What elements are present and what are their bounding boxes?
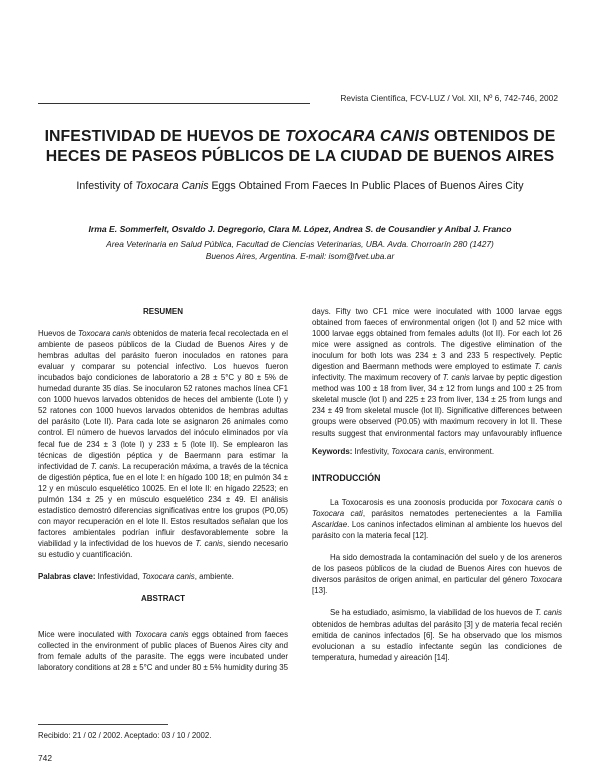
received-dates: Recibido: 21 / 02 / 2002. Aceptado: 03 / 10 / 2002. (38, 731, 212, 740)
author-list: Irma E. Sommerfelt, Osvaldo J. Degregorio, Clara M. López, Andrea S. de Cousandier y Aníbal J. Franco (88, 224, 512, 234)
affiliation (60, 238, 540, 262)
palabras-clave: Palabras clave: Infestividad, Toxocara canis, ambiente. (38, 572, 234, 582)
abstract-text: Mice were inoculated with Toxocara canis eggs obtained from faeces collected in the environment of public places of Buenos Aires city and from female adults of the parasite. The eggs were incubated under laboratory conditions at 28 ± 5°C and under 80 ± 5% humidity during 35 (38, 630, 288, 673)
title-text-cont: OBTENIDOS DE HECES DE PASEOS PÚBLICOS DE LA CIUDAD DE BUENOS AIRES (45, 128, 556, 165)
abstract-text-right (312, 306, 562, 438)
intro-paragraph-3: Se ha estudiado, asimismo, la viabilidad de los huevos de T. canis obtenidos de hembras adultas del parásito [3] y de materia fecal recién emitida de caninos infectados [6]. Se ha observado que los mismos evolucionan a su estadío infectante según las condiciones de temperatura, humedad y aireación [14]. (312, 608, 562, 662)
left-column (38, 306, 288, 604)
page-number: 742 (38, 753, 52, 763)
subtitle-text-cont: Eggs Obtained From Faeces In Public Places of Buenos Aires City (208, 180, 524, 192)
intro-paragraph-1: La Toxocarosis es una zoonosis producida por Toxocara canis o Toxocara cati, parásitos nematodes pertenecientes a la Familia Ascaridae. Los caninos infectados eliminan al ambiente los huevos del parásito con la materia fecal [12]. (312, 498, 563, 541)
abstract-heading: ABSTRACT (141, 594, 185, 604)
affiliation-line-2: Buenos Aires, Argentina. E-mail: isom@fvet.uba.ar (205, 251, 395, 261)
title-italic: TOXOCARA CANIS (285, 128, 430, 145)
footnote-rule (38, 724, 168, 725)
title-text: INFESTIVIDAD DE HUEVOS DE (44, 128, 286, 145)
header-rule (38, 103, 310, 104)
journal-reference: Revista Científica, FCV-LUZ / Vol. XII, Nº 6, 742-746, 2002 (340, 93, 558, 103)
abstract-text-left (38, 629, 288, 673)
introduccion-heading: INTRODUCCIÓN (312, 473, 381, 484)
affiliation-line-1: Area Veterinaria en Salud Pública, Facultad de Ciencias Veterinarias, UBA. Avda. Chorroarín 280 (1427) (106, 239, 494, 249)
subtitle-text: Infestivity of (76, 180, 136, 192)
right-column (312, 446, 562, 663)
intro-paragraph-2: Ha sido demostrada la contaminación del suelo y de los areneros de los paseos públicos de la ciudad de Buenos Aires con huevos de diversos parásitos de origen animal, en particular del género Toxocara [13]. (312, 553, 562, 596)
abstract-text-continued: days. Fifty two CF1 mice were inoculated with 1000 larvae eggs obtained from faeces of environmental origen (lot I) and 52 mice with 1000 larvae eggs obtained from females adults (lot II). For each lot 26 mice were assigned as controls. The digestive elimination of the inoculum for both lots was 234 ± 3 and 233 5 respectively. Peptic digestion and Baermann methods were employed to estimate T. canis infectivity. The maximum recovery of T. canis larvae by peptic digestion method was 100 ± 18 from liver, 34 ± 12 from lungs and 100 ± 25 from skeletal muscle (lot I) and 225 ± 23 from liver, 134 ± 25 from lungs and 234 ± 49 from skeletal muscle (lot II). Significative differences between groups were observed (P0.05) with maximum recovery in lot II. These results suggest that environmental factors may unfavourably influence (312, 307, 562, 438)
resumen-heading: RESUMEN (142, 307, 183, 316)
resumen-text: Huevos de Toxocara canis obtenidos de materia fecal recolectada en el ambiente de paseos públicos de la Ciudad de Buenos Aires y de hembras adultas del parásito fueron inoculados en ratones para evaluar y comparar su potencial infectivo. Los huevos fueron incubados bajo condiciones de laboratorio a 28 ± 5°C y 80 ± 5% de humedad durante 35 días. Se inocularon 52 ratones machos línea CF1 con 1000 huevos larvados obtenidos de heces del ambiente (Lote I) y 52 ratones con 1000 huevos larvados obtenidos de hembras adultas del parásito (Lote II). Para cada lote se asignaron 26 animales como control. El número de huevos larvados del inóculo eliminados por vía fecal fue de 234 ± 3 (lote I) y 233 ± 5 (lote II). Se emplearon las técnicas de digestión péptica y de Baermann para estimar la infectividad de T. canis. La recuperación máxima, a través de la técnica de digestión péptica, fue en el lote I: en hígado 100 18; en pulmón 34 ± 12 y en músculo esquelético 10025. En el lote II: en hígado 22523; en pulmón 134 ± 25 y en músculo esquelético 234 ± 49. El análisis estadístico demostró diferencias significativas entre los grupos (P0,05) con mayor recuperación en el lote II. Estos resultados señalan que los factores ambientales podrían influir desfavorablemente sobre la viabilidad y la infectividad de los huevos de T. canis, siendo necesario su estudio y cuantificación. (38, 329, 289, 559)
article-title (30, 127, 570, 167)
subtitle-italic: Toxocara Canis (135, 180, 209, 192)
keywords: Keywords: Infestivity, Toxocara canis, environment. (312, 447, 495, 456)
article-subtitle (30, 180, 570, 193)
